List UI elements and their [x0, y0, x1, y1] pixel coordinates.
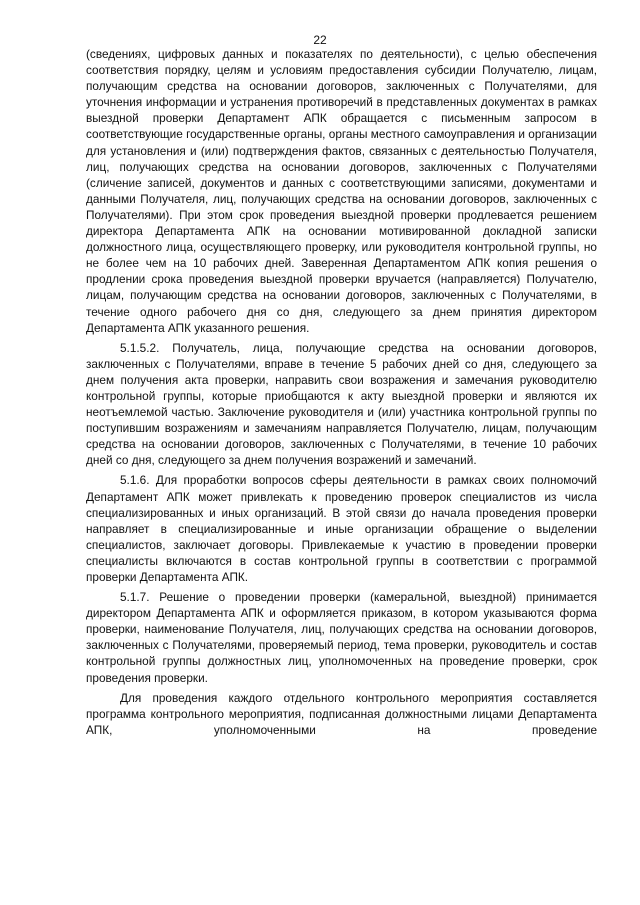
- paragraph-continuation: (сведениях, цифровых данных и показателях по деятельности), с целью обеспечения соответствия порядку, целям и условиям предоставления субсидии Получателю, лицам, получающим средства на основании договоров, заключенных с Получателями, для уточнения информации и устранения противоречий в представленных документах в рамках выездной проверки Департамент АПК обращается с письменным запросом в соответствующие государственные органы, органы местного самоуправления и организации для установления и (или) подтверждения фактов, связанных с деятельностью Получателя, лиц, получающих средства на основании договоров, заключенных с Получателями (сличение записей, документов и данных с соответствующими записями, документами и данными Получателя, лиц, получающих средства на основании договоров, заключенных с Получателями). При этом срок проведения выездной проверки продлевается решением директора Департамента АПК на основании мотивированной докладной записки должностного лица, осуществляющего проверку, или руководителя контрольной группы, но не более чем на 10 рабочих дней. Заверенная Департаментом АПК копия решения о продлении срока проведения выездной проверки вручается (направляется) Получателю, лицам, получающим средства на основании договоров, заключенных с Получателями, в течение одного рабочего дня со дня, следующего за днем принятия директором Департамента АПК указанного решения.: [86, 47, 597, 335]
- paragraph-program: Для проведения каждого отдельного контрольного мероприятия составляется программа контрольного мероприятия, подписанная должностными лицами Департамента АПК, уполномоченными на проведение: [86, 690, 597, 737]
- paragraph-5-1-5-2: 5.1.5.2. Получатель, лица, получающие средства на основании договоров, заключенных с Получателями, вправе в течение 5 рабочих дней со дня, следующего за днем получения акта проверки, направить свои возражения и замечания руководителю контрольной группы, которые приобщаются к акту выездной проверки и являются их неотъемлемой частью. Заключение руководителя и (или) участника контрольной группы по поступившим возражениям и замечаниям направляется Получателю, лицам, получающим средства на основании договоров, заключенных с Получателями, в течение 10 рабочих дней со дня, следующего за днем получения возражений и замечаний.: [86, 340, 597, 468]
- paragraph-5-1-7: 5.1.7. Решение о проведении проверки (камеральной, выездной) принимается директором Департамента АПК и оформляется приказом, в котором указываются форма проверки, наименование Получателя, лиц, получающих средства на основании договоров, заключенных с Получателями, проверяемый период, тема проверки, руководитель и состав контрольной группы должностных лиц, уполномоченных на проведение проверки, срок проведения проверки.: [86, 590, 597, 685]
- document-body: [86, 46, 597, 738]
- page-number: 22: [313, 33, 327, 47]
- paragraph-5-1-6: 5.1.6. Для проработки вопросов сферы деятельности в рамках своих полномочий Департамент АПК может привлекать к проведению проверок специалистов из числа специализированных и иных организаций. В этой связи до начала проведения проверки направляет в специализированные и иные организации обращение о выделении специалистов, заключает договоры. Привлекаемые к участию в проведении проверки специалисты включаются в состав контрольной группы в соответствии с программой проверки Департамента АПК.: [86, 473, 597, 584]
